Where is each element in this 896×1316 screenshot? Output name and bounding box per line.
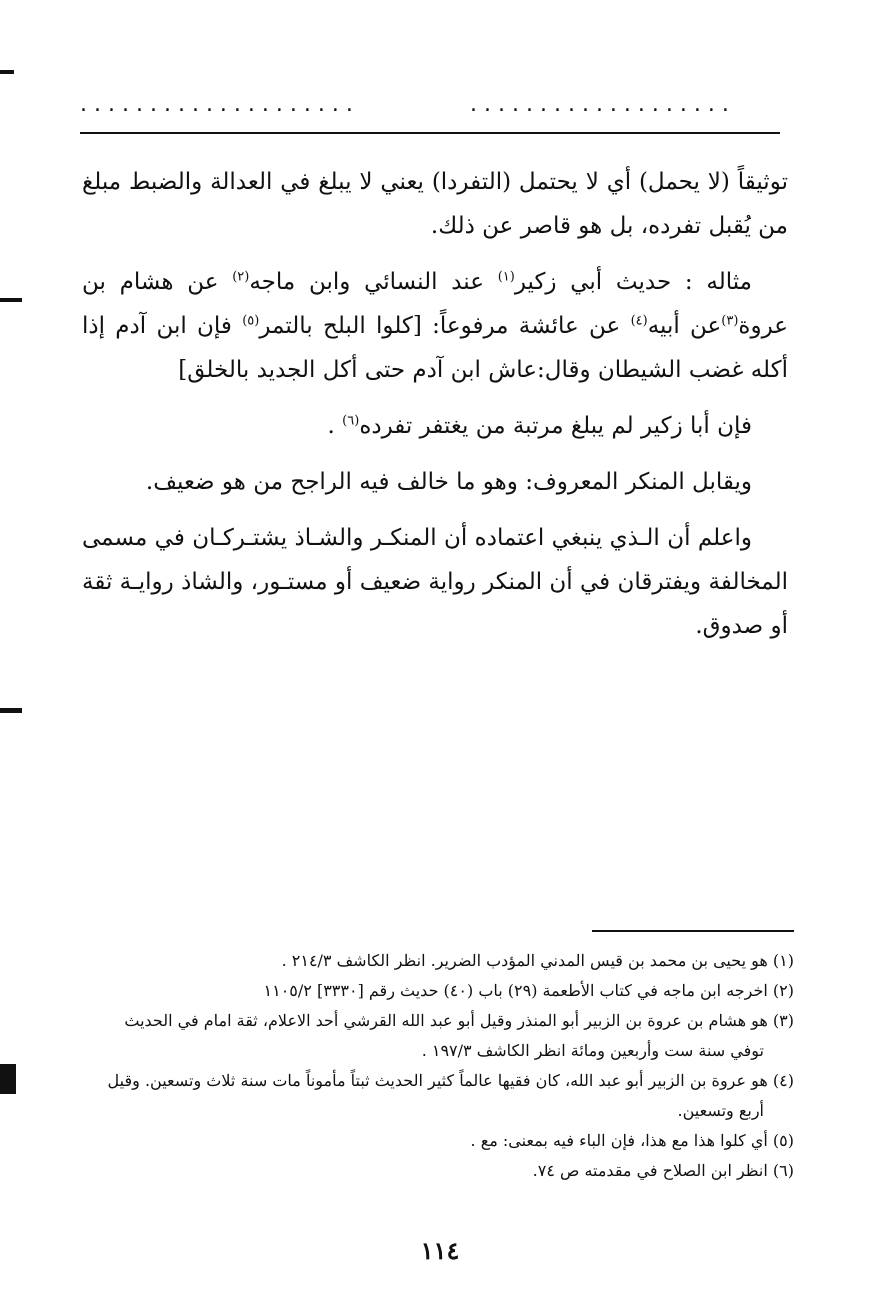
footnote-2: (٢) اخرجه ابن ماجه في كتاب الأطعمة (٢٩) باب (٤٠) حديث رقم [٣٣٣٠] ١١٠٥/٢ xyxy=(263,981,794,1000)
scan-edge-mark xyxy=(0,298,22,302)
footnote-ref-3: (٣) xyxy=(721,313,739,329)
conclusion-text: فإن أبا زكير لم يبلغ مرتبة من يغتفر تفرده xyxy=(359,413,752,439)
footnote-5: (٥) أي كلوا هذا مع هذا، فإن الباء فيه بمعنى: مع . xyxy=(470,1131,794,1150)
example-text-2: عند النسائي وابن ماجه xyxy=(249,269,498,295)
example-text-4: عن أبيه xyxy=(647,313,722,339)
footnote-1: (١) هو يحيى بن محمد بن قيس المدني المؤدب الضرير. انظر الكاشف ٢١٤/٣ . xyxy=(281,951,794,970)
paragraph-conclusion xyxy=(82,404,788,448)
scan-edge-mark xyxy=(0,708,22,713)
header-dot-leader-left: .................... xyxy=(80,92,360,117)
header-rule xyxy=(80,132,780,134)
example-text-5: عن عائشة مرفوعاً: [كلوا البلح بالتمر xyxy=(259,313,631,339)
footnote-ref-1: (١) xyxy=(497,269,515,285)
footnote-ref-2: (٢) xyxy=(232,269,250,285)
paragraph-example xyxy=(82,260,788,392)
footnote-ref-5: (٥) xyxy=(242,313,260,329)
footnote-ref-6: (٦) xyxy=(342,413,360,429)
page-number: ١١٤ xyxy=(420,1236,460,1265)
paragraph-explanation: توثيقاً (لا يحمل) أي لا يحتمل (التفردا) يعني لا يبلغ في العدالة والضبط مبلغ من يُقبل تفرده، بل هو قاصر عن ذلك. xyxy=(82,169,788,239)
footnote-separator xyxy=(592,930,794,932)
footnote-3: (٣) هو هشام بن عروة بن الزبير أبو المنذر وقيل أبو عبد الله القرشي أحد الاعلام، ثقة امام في الحديث توفي سنة ست وأربعين ومائة انظر الكاشف ١٩٧/٣ . xyxy=(124,1011,794,1060)
example-text-3: عن هشام بن عروة xyxy=(82,269,788,339)
scan-edge-mark xyxy=(0,1064,16,1094)
footnote-4: (٤) هو عروة بن الزبير أبو عبد الله، كان فقيها عالماً كثير الحديث ثبتاً مأموناً مات سنة ثلاث وتسعين. وقيل أربع وتسعين. xyxy=(107,1071,794,1120)
paragraph-munkar-shadh: واعلم أن الـذي ينبغي اعتماده أن المنكـر والشـاذ يشتـركـان في مسمى المخالفة ويفترقان في أن المنكر رواية ضعيف أو مستـور، والشاذ روايـة ثقة أو صدوق. xyxy=(82,525,788,639)
footnote-6: (٦) انظر ابن الصلاح في مقدمته ص ٧٤. xyxy=(532,1161,794,1180)
example-text-1: مثاله : حديث أبي زكير xyxy=(514,269,752,295)
footnotes xyxy=(88,946,794,1186)
header-dot-leader-right: ................... xyxy=(470,92,736,117)
footnote-ref-4: (٤) xyxy=(630,313,648,329)
conclusion-end: . xyxy=(327,413,343,439)
main-text xyxy=(82,160,788,660)
paragraph-maruf: ويقابل المنكر المعروف: وهو ما خالف فيه الراجح من هو ضعيف. xyxy=(145,469,752,495)
scan-edge-mark xyxy=(0,70,14,74)
example-text-6: فإن ابن آدم إذا أكله غضب الشيطان وقال:عاش ابن آدم حتى أكل الجديد بالخلق] xyxy=(82,313,788,383)
